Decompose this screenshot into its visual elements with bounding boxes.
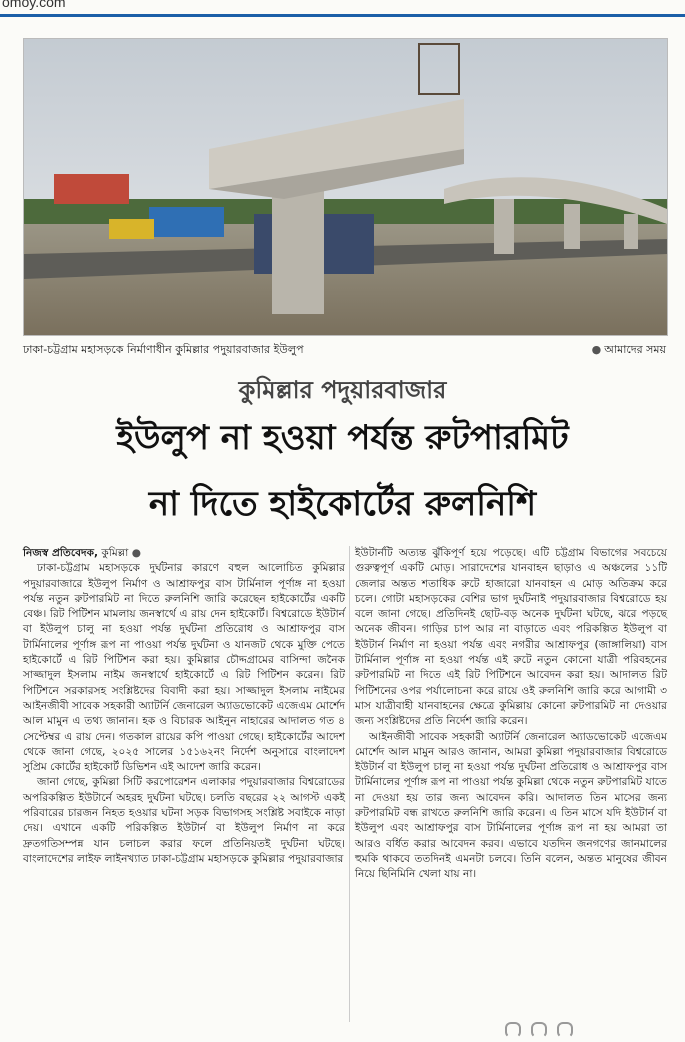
reporter: নিজস্ব প্রতিবেদক, [23, 547, 99, 559]
byline [23, 546, 345, 561]
page-footer-marks [505, 1022, 675, 1036]
masthead-strip [0, 0, 685, 17]
caption-text: ঢাকা-চট্টগ্রাম মহাসড়কে নির্মাণাধীন কুমিল্লার পদুয়ারবাজার ইউলুপ [23, 343, 304, 356]
photo-credit [592, 341, 666, 359]
bullet-icon: ● [591, 343, 602, 356]
flyover-photo [23, 38, 668, 336]
article-column-right [355, 546, 667, 883]
paragraph: আইনজীবী সাবেক সহকারী অ্যাটর্নি জেনারেল অ্যাডভোকেট এজেএম মোর্শেদ আল মামুন আরও জানান, আমরা কুমিল্লা পদুয়ারবাজার বিশ্বরোডে ইউটার্ন বা ইউলুপ চালু না হওয়া পর্যন্ত দুর্ঘটনা প্রতিরোধ ও আশ্রাফপুর বাস টার্মিনালের পূর্ণাঙ্গ রূপ না পাওয়া পর্যন্ত কুমিল্লা থেকে নতুন রুটপারমিট যাতে না দেওয়া হয় তার জন্য আবেদন করি। আদালত তিন মাসের জন্য রুটপারমিট বন্ধ রাখতে রুলনিশি জারি করেন। এ তিন মাসে যদি ইউটার্ন বা ইউলুপ এবং আশ্রাফপুর বাস টার্মিনালের পূর্ণাঙ্গ রূপ না হয় আমরা তা আরও বর্ধিত করার আবেদন করব। এভাবে যতদিন জনগণের জানমালের হুমকি থাকবে ততদিনই এমনটা চলবে। তিনি বলেন, অন্তত মানুষের জীবন নিয়ে ছিনিমিনি খেলা যায় না। [355, 730, 667, 881]
location: কুমিল্লা [101, 547, 129, 559]
bullet-icon: ● [131, 547, 141, 559]
paragraph: জানা গেছে, কুমিল্লা সিটি করপোরেশন এলাকার পদুয়ারবাজার বিশ্বরোডের অপরিকল্পিত ইউটার্নে অহরহ দুর্ঘটনা ঘটছে। চলতি বছরের ২২ আগস্ট একই পরিবারের চারজন নিহত হওয়ার ঘটনা সড়ক বিভাগসহ সংশ্লিষ্ট সবাইকে নাড়া দেয়। এখানে একটি পরিকল্পিত ইউটার্ন বা ইউলুপ নির্মাণ না করে দ্রুতগতিসম্পন্ন যান চলাচল করার ফলে প্রতিনিয়তই দুর্ঘটনা ঘটছে। বাংলাদেশের লাইফ লাইনখ্যাত ঢাকা-চট্টগ্রাম মহাসড়কে কুমিল্লার পদুয়ারবাজার [23, 776, 345, 865]
flyover-photo-icon [24, 39, 667, 335]
site-url[interactable]: omoy.com [2, 0, 66, 10]
credit-text: আমাদের সময় [604, 343, 666, 356]
paragraph: ইউটার্নটি অত্যন্ত ঝুঁকিপূর্ণ হয়ে পড়েছে। এটি চট্টগ্রাম বিভাগের সবচেয়ে গুরুত্বপূর্ণ একটি মোড়। সারাদেশের যানবাহন ছাড়াও এ অঞ্চলের ১১টি জেলার অন্তত শতাধিক রুটে হাজারো যানবাহন এ মোড় অতিক্রম করে চলে। গোটা মহাসড়কের বেশির ভাগ দুর্ঘটনাই পদুয়ারবাজার বিশ্বরোডে হয় বলে জানা গেছে। প্রতিদিনই ছোট-বড় অনেক দুর্ঘটনা ঘটছে, ঝরে পড়ছে অনেক জীবন। গাড়ির চাপ আর না বাড়াতে এবং পরিকল্পিত ইউলুপ বা ইউটার্ন নির্মাণ না হওয়া পর্যন্ত এবং নগরীর আশ্রাফপুর (জাঙ্গালিয়া) বাস টার্মিনাল পূর্ণাঙ্গ না হওয়া পর্যন্ত এই রুটে নতুন কোনো যাত্রী পরিবহনের রুটপারমিট না দিতে এই রিট পিটিশনে আবেদন করা হয়। আদালত রিট পিটিশনের ওপর পর্যালোচনা করে রায়ে ওই রুলনিশি জারি করে আগামী ৩ মাস যাত্রীবাহী যানবাহনের ক্ষেত্রে কুমিল্লায় কোনো রুটপারমিট না দেওয়ার জন্য সংশ্লিষ্টদের প্রতি নির্দেশ জারি করেন। [355, 547, 667, 728]
photo-caption [23, 341, 666, 359]
paragraph: ঢাকা-চট্টগ্রাম মহাসড়কে দুর্ঘটনার কারণে বহুল আলোচিত কুমিল্লার পদুয়ারবাজারে ইউলুপ নির্মাণ ও আশ্রাফপুর বাস টার্মিনাল পূর্ণাঙ্গ না হওয়া পর্যন্ত নতুন রুটপারমিট না দিতে রুলনিশি জারি করেছেন হাইকোর্টের একটি বেঞ্চ। রিট পিটিশন মামলায় জনস্বার্থে এ রায় দেন হাইকোর্ট। বিশ্বরোডে ইউটার্ন বা ইউলুপ চালু না হওয়া পর্যন্ত দুর্ঘটনা প্রতিরোধ ও আশ্রাফপুর বাস টার্মিনালের পূর্ণাঙ্গ রূপ না পাওয়া পর্যন্ত দুর্ঘটনা ও যানজট থেকে মুক্তি পেতে হাইকোর্টে এ রিট পিটিশন করা হয়। কুমিল্লার চৌদ্দগ্রামের বাসিন্দা জনৈক সাজ্জাদুল ইসলাম নাইম জনস্বার্থে হাইকোর্টে এ রিট পিটিশন করেন। রিট পিটিশনে সরকারসহ সংশ্লিষ্টদের বিবাদী করা হয়। সাজ্জাদুল ইসলাম নাইমের আইনজীবী সাবেক সহকারী অ্যাটর্নি জেনারেল অ্যাডভোকেট এজেএম মোর্শেদ আল মামুন এ তথ্য জানান। হক ও বিচারক আইনুন নাহারের আদালত গত ৪ সেপ্টেম্বর এ রায় দেন। গতকাল রায়ের কপি পাওয়া গেছে। হাইকোর্টের আদেশ থেকে জানা গেছে, ২০২৫ সালের ১৫১৬২নং নির্দেশ অনুসারে বাংলাদেশ সুপ্রিম কোর্টের হাইকোর্ট ডিভিশন এই আদেশ জারি করেন। [23, 562, 345, 774]
kicker-headline: কুমিল্লার পদুয়ারবাজার [238, 376, 447, 404]
headline-line-2: না দিতে হাইকোর্টের রুলনিশি [148, 484, 537, 524]
article-column-left [23, 546, 345, 867]
headline-line-1: ইউলুপ না হওয়া পর্যন্ত রুটপারমিট [116, 418, 569, 458]
top-rule [0, 14, 685, 17]
column-divider [349, 546, 350, 1022]
